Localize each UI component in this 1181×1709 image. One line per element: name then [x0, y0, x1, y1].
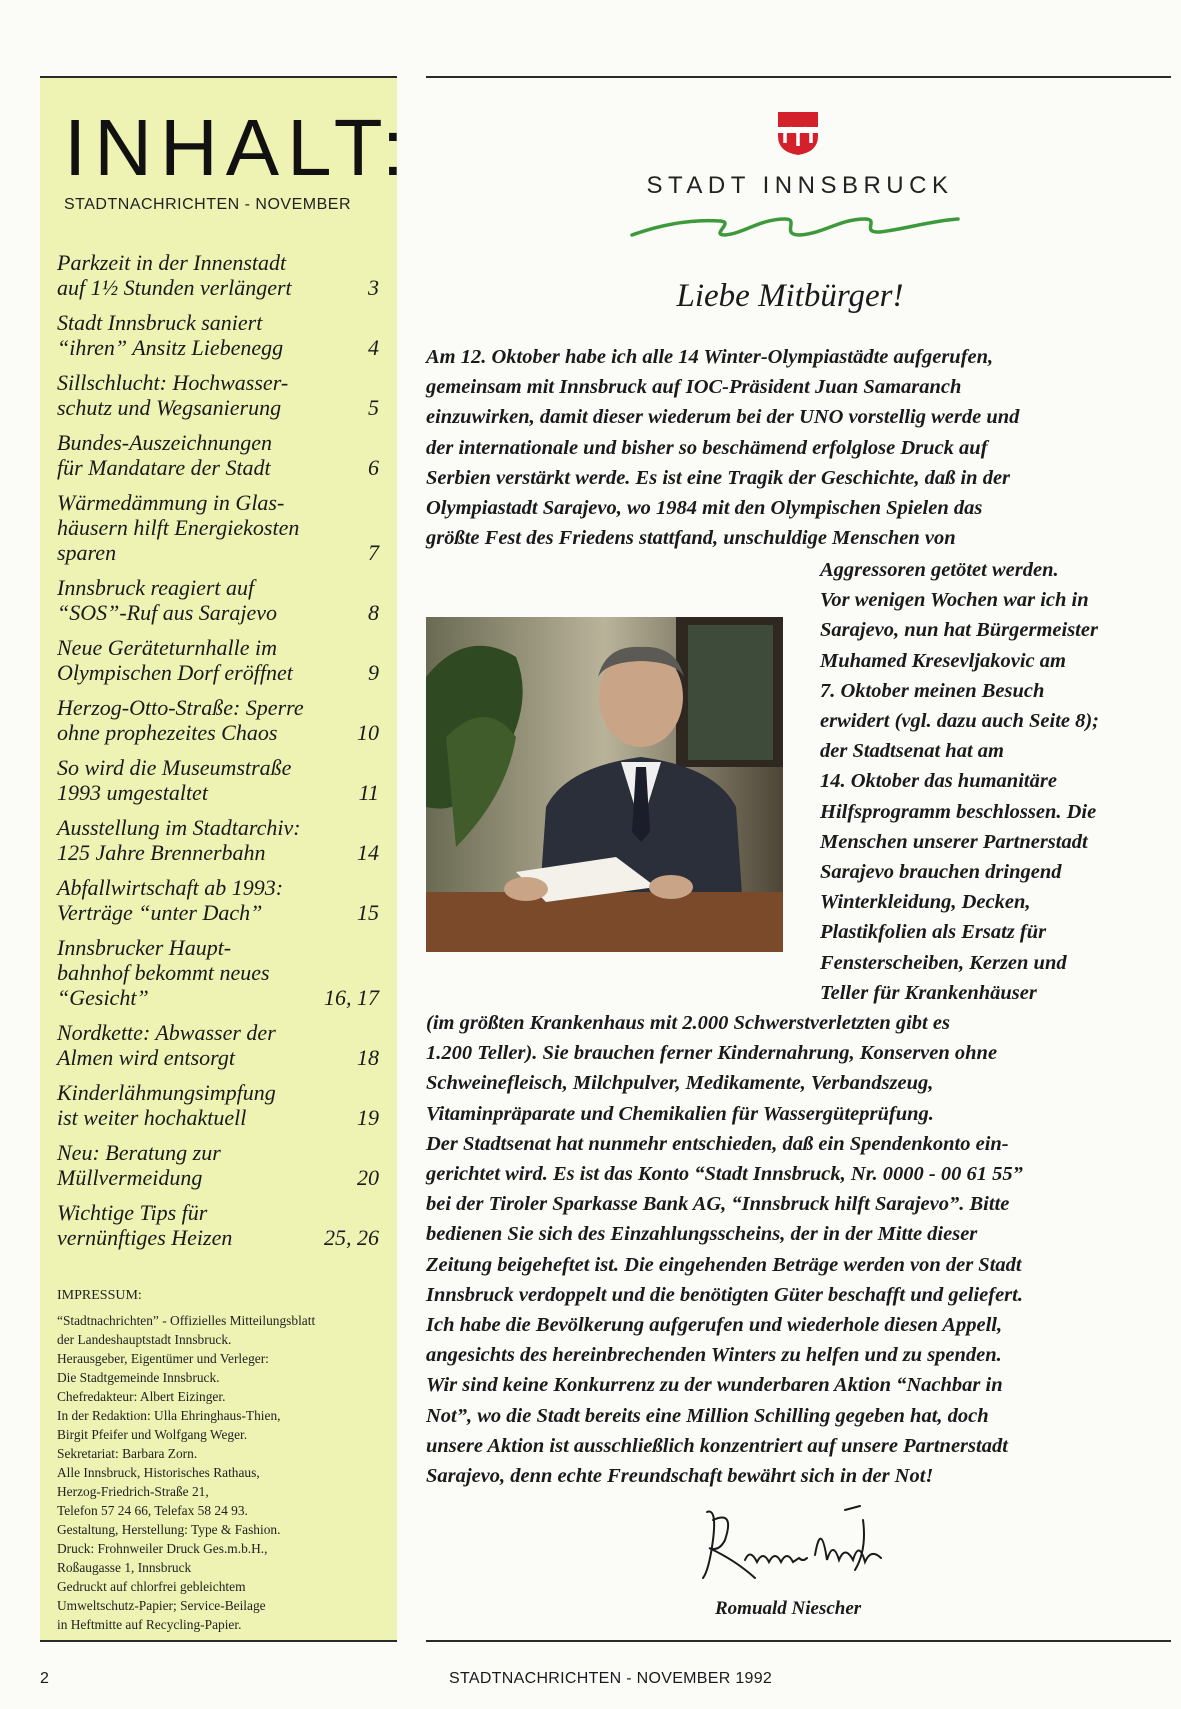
- contents-item-page: 7: [368, 540, 379, 565]
- page-number: 2: [40, 1670, 49, 1687]
- contents-item-title: Stadt Innsbruck saniert “ihren” Ansitz Liebenegg: [57, 310, 284, 360]
- contents-item-page: 18: [357, 1045, 379, 1070]
- contents-item-title: Wichtige Tips für vernünftiges Heizen: [57, 1200, 233, 1250]
- imprint-line: “Stadtnachrichten” - Offizielles Mitteilungsblatt: [57, 1313, 316, 1328]
- imprint-heading: IMPRESSUM:: [57, 1288, 142, 1303]
- letter-line: Muhamed Kresevljakovic am: [820, 649, 1066, 672]
- contents-item-title: So wird die Museumstraße 1993 umgestaltet: [57, 755, 292, 805]
- bottom-rule-right: [426, 1640, 1171, 1642]
- letter-line: Aggressoren getötet werden.: [820, 559, 1059, 581]
- letter-line: Sarajevo brauchen dringend: [820, 861, 1062, 884]
- contents-item[interactable]: [57, 635, 379, 685]
- imprint: [57, 1286, 387, 1634]
- letter-line: Ich habe die Bevölkerung aufgerufen und wiederhole diesen Appell,: [426, 1314, 1003, 1337]
- contents-item-title: Herzog-Otto-Straße: Sperre ohne prophezeites Chaos: [57, 695, 304, 745]
- innsbruck-coat-of-arms-icon: [775, 110, 821, 156]
- imprint-line: der Landeshauptstadt Innsbruck.: [57, 1332, 232, 1347]
- contents-item[interactable]: [57, 935, 379, 1010]
- contents-item-page: 9: [368, 660, 379, 685]
- letter-line: Hilfsprogramm beschlossen. Die: [820, 800, 1097, 823]
- letter-line: Zeitung beigeheftet ist. Die eingehenden Beträge werden von der Stadt: [426, 1253, 1022, 1276]
- mayor-portrait-photo: [426, 617, 783, 952]
- contents-panel: [40, 78, 412, 1640]
- contents-list: [57, 250, 379, 1260]
- handwritten-signature: [695, 1500, 895, 1590]
- imprint-line: Alle Innsbruck, Historisches Rathaus,: [57, 1465, 260, 1480]
- contents-item[interactable]: [57, 490, 379, 565]
- imprint-line: Sekretariat: Barbara Zorn.: [57, 1446, 198, 1461]
- imprint-line: Telefon 57 24 66, Telefax 58 24 93.: [57, 1503, 248, 1518]
- letter-line: Sarajevo, nun hat Bürgermeister: [820, 619, 1098, 642]
- letter-line: Plastikfolien als Ersatz für: [820, 921, 1047, 944]
- contents-item-title: Innsbruck reagiert auf “SOS”-Ruf aus Sarajevo: [57, 575, 277, 625]
- contents-item-title: Wärmedämmung in Glas- häusern hilft Energiekosten sparen: [57, 490, 300, 565]
- contents-item-page: 15: [357, 900, 379, 925]
- contents-item-page: 20: [357, 1165, 379, 1190]
- footer-text: STADTNACHRICHTEN - NOVEMBER 1992: [449, 1670, 773, 1687]
- contents-item[interactable]: [57, 430, 379, 480]
- letter-line: der internationale und bisher so beschämend erfolglose Druck auf: [426, 436, 988, 459]
- letter-line: Der Stadtsenat hat nunmehr entschieden, daß ein Spendenkonto ein-: [426, 1132, 1009, 1155]
- contents-item[interactable]: [57, 310, 379, 360]
- letter-line: einzuwirken, damit dieser wiederum bei der UNO vorstellig werde und: [426, 406, 1020, 429]
- contents-item-title: Neu: Beratung zur Müllvermeidung: [57, 1140, 221, 1190]
- letter-line: unsere Aktion ist ausschließlich konzentriert auf unsere Partnerstadt: [426, 1434, 1008, 1457]
- imprint-line: Gedruckt auf chlorfrei gebleichtem: [57, 1579, 246, 1594]
- imprint-line: Chefredakteur: Albert Eizinger.: [57, 1389, 226, 1404]
- contents-item-title: Neue Geräteturnhalle im Olympischen Dorf eröffnet: [57, 635, 293, 685]
- letter-line: (im größten Krankenhaus mit 2.000 Schwerstverletzten gibt es: [426, 1012, 950, 1034]
- contents-item-title: Kinderlähmungsimpfung ist weiter hochaktuell: [57, 1080, 276, 1130]
- letter-paragraph-3: [426, 1008, 1023, 1491]
- letter-line: der Stadtsenat hat am: [820, 740, 1004, 763]
- letter-line: bedienen Sie sich des Einzahlungsscheins, der in der Mitte dieser: [426, 1223, 978, 1246]
- letter-line: größte Fest des Friedens stattfand, unschuldige Menschen von: [426, 527, 956, 550]
- imprint-line: Roßaugasse 1, Innsbruck: [57, 1560, 192, 1575]
- letter-line: Fensterscheiben, Kerzen und: [820, 951, 1067, 974]
- letter-greeting: Liebe Mitbürger!: [676, 278, 904, 314]
- contents-item[interactable]: [57, 1200, 379, 1250]
- contents-title: INHALT:: [64, 103, 412, 192]
- contents-item-page: 8: [368, 600, 379, 625]
- contents-item[interactable]: [57, 1020, 379, 1070]
- letter-line: Vitaminpräparate und Chemikalien für Wassergüteprüfung.: [426, 1102, 934, 1125]
- contents-item[interactable]: [57, 250, 379, 300]
- contents-item[interactable]: [57, 755, 379, 805]
- letter-line: gemeinsam mit Innsbruck auf IOC-Präsident Juan Samaranch: [426, 376, 962, 399]
- contents-item-title: Sillschlucht: Hochwasser- schutz und Wegsanierung: [57, 370, 289, 420]
- contents-item-page: 19: [357, 1105, 379, 1130]
- contents-item[interactable]: [57, 875, 379, 925]
- contents-item[interactable]: [57, 815, 379, 865]
- letter-line: Teller für Krankenhäuser: [820, 981, 1037, 1004]
- letter-line: 7. Oktober meinen Besuch: [820, 679, 1045, 702]
- letter-line: gerichtet wird. Es ist das Konto “Stadt Innsbruck, Nr. 0000 - 00 61 55”: [426, 1163, 1023, 1186]
- contents-item[interactable]: [57, 370, 379, 420]
- letter-line: erwidert (vgl. dazu auch Seite 8);: [820, 710, 1100, 733]
- letter-paragraph-2: [820, 555, 1099, 1008]
- contents-item[interactable]: [57, 695, 379, 745]
- imprint-line: Druck: Frohnweiler Druck Ges.m.b.H.,: [57, 1541, 268, 1556]
- contents-item-page: 11: [358, 780, 379, 805]
- bottom-rule-left: [40, 1640, 397, 1642]
- letter-line: Winterkleidung, Decken,: [820, 891, 1031, 914]
- contents-item[interactable]: [57, 575, 379, 625]
- letter-line: bei der Tiroler Sparkasse Bank AG, “Innsbruck hilft Sarajevo”. Bitte: [426, 1193, 1010, 1216]
- imprint-line: Umweltschutz-Papier; Service-Beilage: [57, 1598, 266, 1613]
- imprint-line: Gestaltung, Herstellung: Type & Fashion.: [57, 1522, 281, 1537]
- brand-name: STADT INNSBRUCK: [646, 172, 954, 199]
- signature-name: Romuald Niescher: [715, 1598, 862, 1619]
- letter-line: 14. Oktober das humanitäre: [820, 770, 1057, 793]
- contents-item-title: Innsbrucker Haupt- bahnhof bekommt neues “Gesicht”: [57, 935, 270, 1010]
- contents-item-page: 16, 17: [324, 985, 379, 1010]
- contents-item-title: Parkzeit in der Innenstadt auf 1½ Stunden verlängert: [57, 250, 292, 300]
- letter-line: Vor wenigen Wochen war ich in: [820, 589, 1089, 612]
- contents-item-page: 14: [357, 840, 379, 865]
- letter-line: Menschen unserer Partnerstadt: [820, 830, 1088, 853]
- letter-line: Not”, wo die Stadt bereits eine Million Schilling gegeben hat, doch: [426, 1404, 989, 1427]
- letter-line: Innsbruck verdoppelt und die benötigten Güter beschafft und geliefert.: [426, 1283, 1023, 1306]
- imprint-line: Birgit Pfeifer und Wolfgang Weger.: [57, 1427, 248, 1442]
- contents-item-page: 25, 26: [324, 1225, 379, 1250]
- contents-item-page: 6: [368, 455, 379, 480]
- river-swoosh-icon: [630, 205, 960, 245]
- contents-item-page: 3: [368, 275, 379, 300]
- imprint-line: in Heftmitte auf Recycling-Papier.: [57, 1617, 242, 1632]
- contents-item-title: Ausstellung im Stadtarchiv: 125 Jahre Brennerbahn: [57, 815, 301, 865]
- contents-item-title: Abfallwirtschaft ab 1993: Verträge “unter Dach”: [57, 875, 284, 925]
- contents-item-page: 5: [368, 395, 379, 420]
- imprint-lines: [57, 1311, 387, 1634]
- contents-item-title: Nordkette: Abwasser der Almen wird entsorgt: [57, 1020, 276, 1070]
- contents-subtitle: STADTNACHRICHTEN - NOVEMBER: [64, 196, 351, 213]
- letter-line: Serbien verstärkt werde. Es ist eine Tragik der Geschichte, daß in der: [426, 466, 1011, 489]
- letter-line: Wir sind keine Konkurrenz zu der wunderbaren Aktion “Nachbar in: [426, 1374, 1003, 1397]
- letter-line: 1.200 Teller). Sie brauchen ferner Kindernahrung, Konserven ohne: [426, 1042, 998, 1065]
- contents-item[interactable]: [57, 1140, 379, 1190]
- contents-item[interactable]: [57, 1080, 379, 1130]
- letter-line: Schweinefleisch, Milchpulver, Medikamente, Verbandszeug,: [426, 1072, 934, 1095]
- contents-item-page: 10: [357, 720, 379, 745]
- contents-item-page: 4: [368, 335, 379, 360]
- letter-line: Olympiastadt Sarajevo, wo 1984 mit den Olympischen Spielen das: [426, 497, 983, 520]
- letter-paragraph-1: [426, 342, 1019, 553]
- imprint-line: Die Stadtgemeinde Innsbruck.: [57, 1370, 220, 1385]
- letter-line: angesichts des hereinbrechenden Winters zu helfen und zu spenden.: [426, 1344, 1002, 1367]
- imprint-line: Herzog-Friedrich-Straße 21,: [57, 1484, 209, 1499]
- letter-line: Sarajevo, denn echte Freundschaft bewährt sich in der Not!: [426, 1465, 934, 1488]
- imprint-line: In der Redaktion: Ulla Ehringhaus-Thien,: [57, 1408, 281, 1423]
- letter-line: Am 12. Oktober habe ich alle 14 Winter-Olympiastädte aufgerufen,: [426, 346, 994, 368]
- imprint-line: Herausgeber, Eigentümer und Verleger:: [57, 1351, 269, 1366]
- contents-item-title: Bundes-Auszeichnungen für Mandatare der Stadt: [57, 430, 273, 480]
- top-rule-right: [426, 76, 1171, 78]
